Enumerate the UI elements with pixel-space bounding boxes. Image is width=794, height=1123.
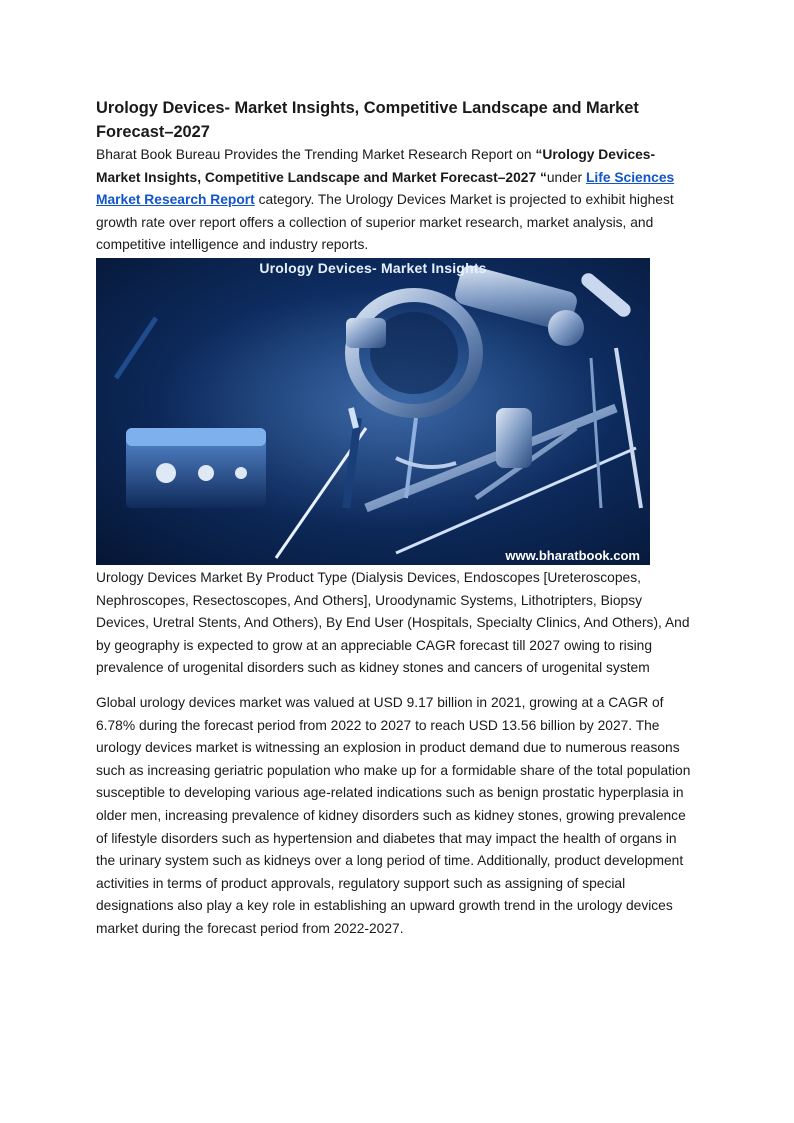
intro-report-title: “Urology Devices-Market Insights, Competitive Landscape and Market Forecast–2027 “ [96, 147, 656, 185]
intro-suffix: category. The Urology Devices Market is projected to exhibit highest growth rate over report offers a collection of superior market research, market analysis, and competitive intelligence and industry reports. [96, 192, 674, 253]
urology-devices-illustration [96, 258, 650, 565]
urology-devices-banner-image [96, 258, 650, 565]
intro-mid: under [546, 169, 586, 185]
article-title: Urology Devices- Market Insights, Competitive Landscape and Market Forecast–2027 [96, 99, 639, 141]
intro-paragraph [96, 144, 698, 257]
banner-watermark: www.bharatbook.com [505, 547, 640, 563]
product-segmentation-paragraph: Urology Devices Market By Product Type (Dialysis Devices, Endoscopes [Ureteroscopes, Nephroscopes, Resectoscopes, And Others], Uroodynamic Systems, Lithotripters, Biopsy Devices, Uretral Stents, And Others), By End User (Hospitals, Specialty Clinics, And Others), And by geography is expected to grow at an appreciable CAGR forecast till 2027 owing to rising prevalence of urogenital disorders such as kidney stones and cancers of urogenital system [96, 569, 690, 676]
life-sciences-report-link[interactable]: Life Sciences Market Research Report [96, 169, 675, 208]
banner-title: Urology Devices- Market Insights [259, 259, 487, 276]
market-overview-paragraph: Global urology devices market was valued at USD 9.17 billion in 2021, growing at a CAGR of 6.78% during the forecast period from 2022 to 2027 to reach USD 13.56 billion by 2027. The urology devices market is witnessing an explosion in product demand due to numerous reasons such as increasing geriatric population who make up for a formidable share of the total population susceptible to developing various age-related indications such as benign prostatic hyperplasia in older men, increasing prevalence of kidney disorders such as kidney stones, growing prevalence of lifestyle disorders such as hypertension and diabetes that may impact the health of organs in the urinary system such as kidneys over a long period of time. Additionally, product development activities in terms of product approvals, regulatory support such as assigning of special designations also play a key role in establishing an upward growth trend in the urology devices market during the forecast period from 2022-2027. [96, 694, 691, 936]
document-body [96, 96, 698, 940]
intro-prefix: Bharat Book Bureau Provides the Trending Market Research Report on [96, 147, 536, 162]
paragraph-spacer [96, 680, 698, 692]
